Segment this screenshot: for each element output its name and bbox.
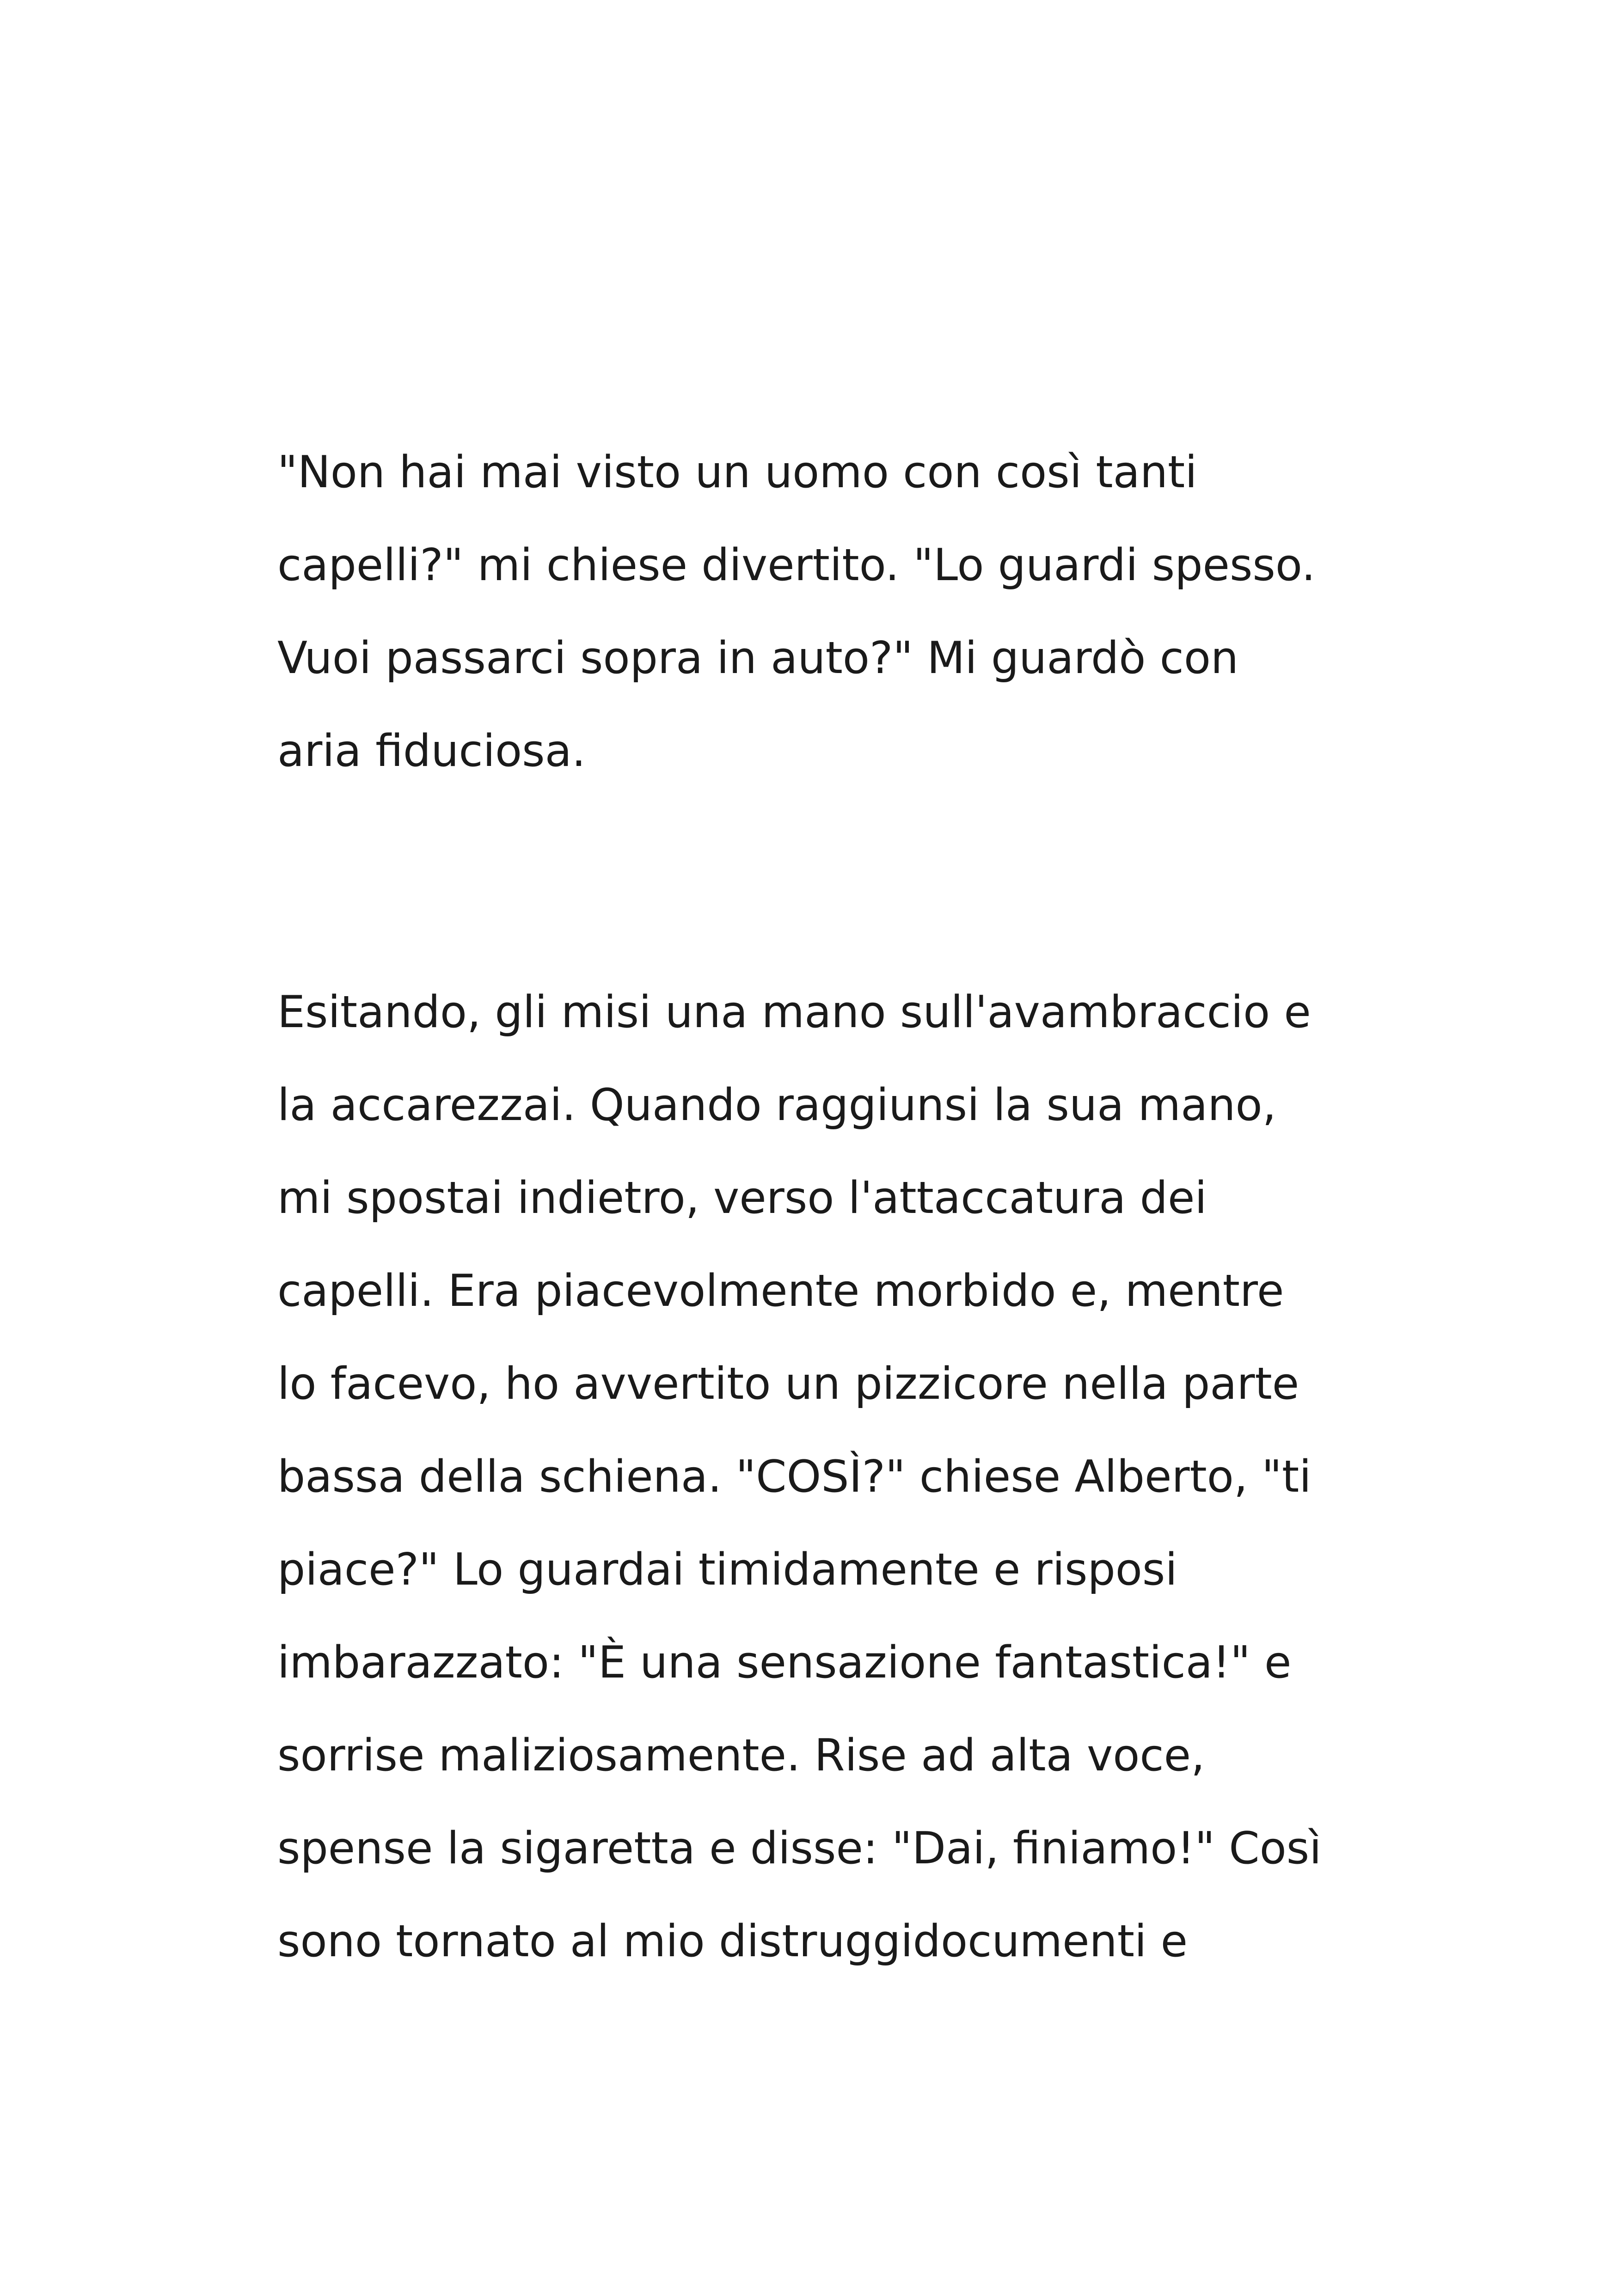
text-line: piace?" Lo guardai timidamente e risposi <box>277 1544 1177 1595</box>
text-line: aria fiduciosa. <box>277 726 586 777</box>
text-line: sorrise maliziosamente. Rise ad alta voce, <box>277 1730 1205 1781</box>
text-line: capelli. Era piacevolmente morbido e, mentre <box>277 1266 1284 1316</box>
text-line: mi spostai indietro, verso l'attaccatura dei <box>277 1173 1207 1224</box>
text-line: imbarazzato: "È una sensazione fantastica!" e <box>277 1637 1292 1688</box>
text-line: Vuoi passarci sopra in auto?" Mi guardò con <box>277 633 1239 684</box>
text-line: bassa della schiena. "COSÌ?" chiese Alberto, "ti <box>277 1451 1312 1502</box>
text-line: Esitando, gli misi una mano sull'avambraccio e <box>277 987 1311 1038</box>
text-line: lo facevo, ho avvertito un pizzicore nella parte <box>277 1359 1299 1409</box>
text-line: capelli?" mi chiese divertito. "Lo guardi spesso. <box>277 540 1316 591</box>
text-line: la accarezzai. Quando raggiunsi la sua mano, <box>277 1080 1276 1131</box>
text-line: sono tornato al mio distruggidocumenti e <box>277 1916 1188 1967</box>
text-line: spense la sigaretta e disse: "Dai, finiamo!" Così <box>277 1823 1322 1874</box>
text-line: "Non hai mai visto un uomo con così tanti <box>277 447 1197 498</box>
